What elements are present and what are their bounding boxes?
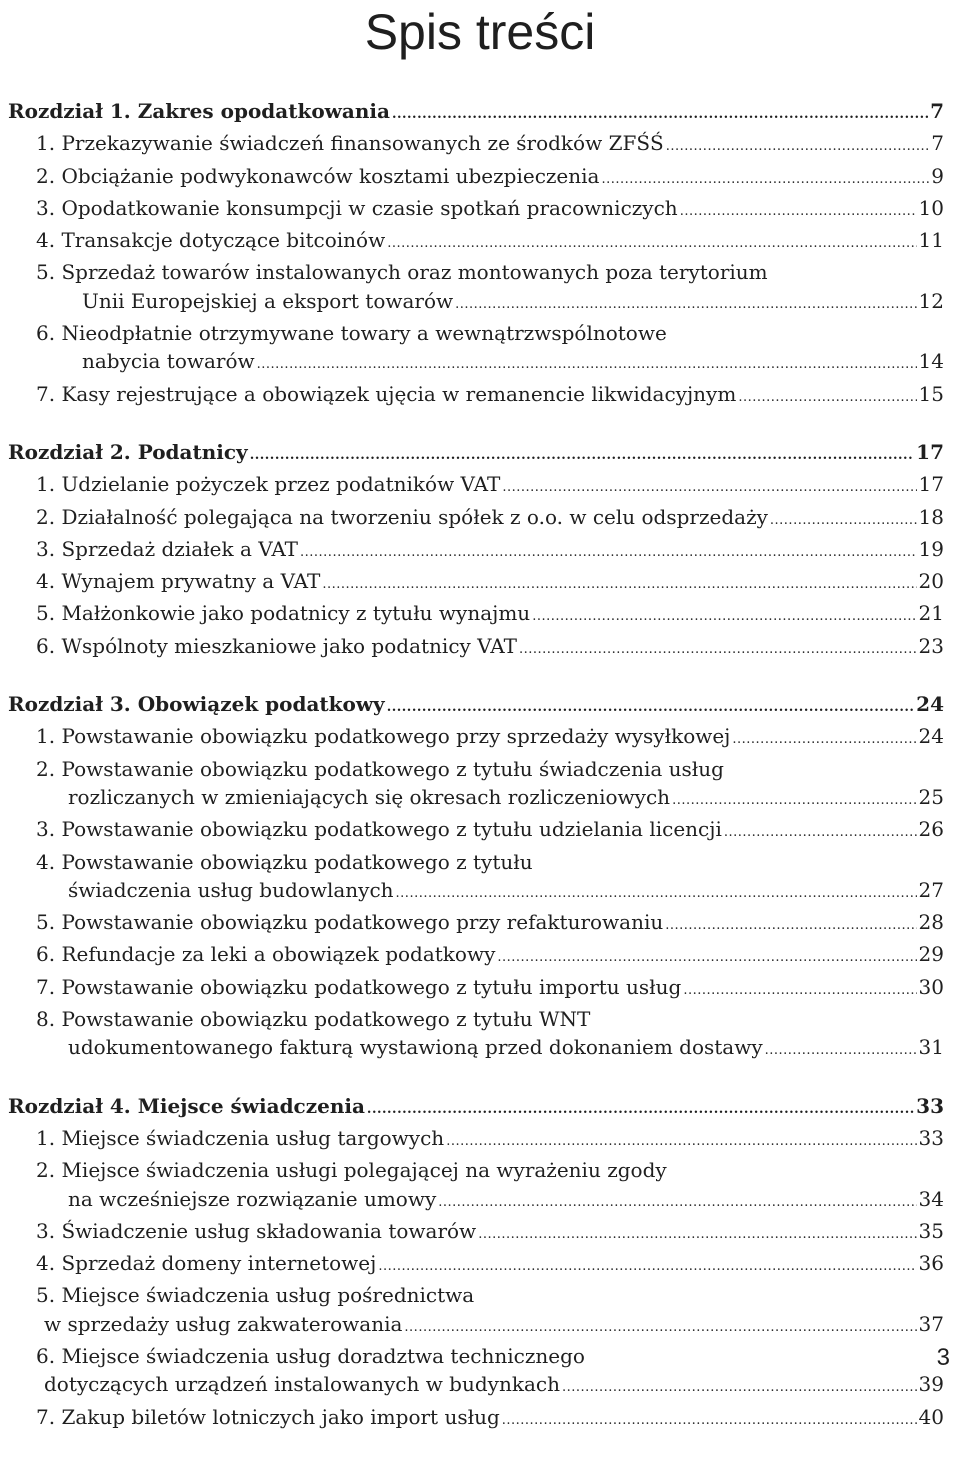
dot-leader (387, 694, 914, 722)
toc-line-page: 23 (918, 633, 944, 658)
toc-line-text: 2. Działalność polegająca na tworzeniu spółek z o.o. w celu odsprzedaży (36, 504, 768, 529)
toc-line-text: na wcześniejsze rozwiązanie umowy (68, 1186, 437, 1211)
toc-line-page: 40 (918, 1404, 944, 1429)
toc-line[interactable] (8, 973, 944, 1005)
toc-line-text: 7. Zakup biletów lotniczych jako import usług (36, 1404, 500, 1429)
chapter-heading-text: Rozdział 1. Zakres opodatkowania (8, 99, 390, 123)
toc-entry (8, 1005, 944, 1066)
toc-line-text: 6. Wspólnoty mieszkaniowe jako podatnicy VAT (36, 633, 517, 658)
toc-line-text: 3. Sprzedaż działek a VAT (36, 536, 299, 561)
toc-line-page: 15 (918, 381, 944, 406)
toc-entry (8, 940, 944, 972)
dot-leader (532, 603, 916, 631)
toc-line[interactable] (8, 226, 944, 258)
toc-line-text: w sprzedaży usług zakwaterowania (44, 1311, 403, 1336)
toc-line[interactable] (8, 503, 944, 535)
dot-leader (404, 1314, 916, 1342)
chapter-block (8, 1092, 944, 1435)
toc-line-text: 4. Transakcje dotyczące bitcoinów (36, 228, 386, 253)
dot-leader (680, 198, 917, 226)
toc-line[interactable] (8, 815, 944, 847)
toc-line[interactable] (8, 1185, 944, 1217)
toc-line[interactable] (8, 470, 944, 502)
toc-line[interactable] (8, 722, 944, 754)
toc-entry (8, 226, 944, 258)
toc-entry-text[interactable]: 5. Miejsce świadczenia usług pośrednictwa (36, 1283, 475, 1308)
toc-line-page: 9 (931, 163, 944, 188)
toc-line-text: 2. Obciążanie podwykonawców kosztami ubezpieczenia (36, 163, 600, 188)
toc-line-text: udokumentowanego fakturą wystawioną przed dokonaniem dostawy (68, 1035, 763, 1060)
dot-leader (497, 944, 916, 972)
toc-line[interactable] (8, 1249, 944, 1281)
toc-entry (8, 470, 944, 502)
toc-line-text: nabycia towarów (82, 349, 255, 374)
toc-line-text: 3. Opodatkowanie konsumpcji w czasie spotkań pracowniczych (36, 195, 678, 220)
toc-line[interactable] (8, 162, 944, 194)
dot-leader (250, 442, 914, 470)
toc-line-text: 5. Powstawanie obowiązku podatkowego przy refakturowaniu (36, 910, 664, 935)
toc-entry (8, 908, 944, 940)
toc-entry (8, 1281, 944, 1342)
toc-line-page: 31 (918, 1035, 944, 1060)
toc-entry (8, 1342, 944, 1403)
toc-line-page: 34 (918, 1186, 944, 1211)
dot-leader (300, 539, 917, 567)
toc-entry-text[interactable]: 5. Sprzedaż towarów instalowanych oraz montowanych poza terytorium (36, 260, 768, 285)
toc-line-text: 4. Sprzedaż domeny internetowej (36, 1251, 377, 1276)
toc-entry (8, 973, 944, 1005)
toc-entry (8, 380, 944, 412)
dot-leader (502, 474, 916, 502)
toc-entry (8, 535, 944, 567)
dot-leader (502, 1407, 917, 1435)
toc-line[interactable] (8, 599, 944, 631)
toc-entry (8, 567, 944, 599)
toc-line[interactable] (8, 908, 944, 940)
toc-entry (8, 319, 944, 380)
dot-leader (724, 819, 917, 847)
chapter-heading-page: 7 (930, 99, 944, 123)
toc-line-text: 1. Miejsce świadczenia usług targowych (36, 1125, 445, 1150)
toc-entry (8, 755, 944, 816)
toc-line-page: 30 (918, 974, 944, 999)
toc-line[interactable] (8, 194, 944, 226)
toc-entry (8, 503, 944, 535)
toc-entry (8, 162, 944, 194)
dot-leader (478, 1221, 916, 1249)
toc-line-page: 14 (918, 349, 944, 374)
chapter-heading-text: Rozdział 4. Miejsce świadczenia (8, 1093, 365, 1118)
toc-line[interactable] (8, 347, 944, 379)
toc-line[interactable] (8, 380, 944, 412)
toc-line-page: 7 (931, 131, 944, 156)
toc-line[interactable] (8, 1217, 944, 1249)
toc-line[interactable] (8, 287, 944, 319)
toc-line-page: 39 (918, 1372, 944, 1397)
toc-line-page: 29 (918, 942, 944, 967)
dot-leader (770, 507, 917, 535)
toc-entry-text[interactable]: 8. Powstawanie obowiązku podatkowego z tytułu WNT (36, 1007, 591, 1032)
toc-entry-text[interactable]: 2. Miejsce świadczenia usługi polegającej na wyrażeniu zgody (36, 1158, 667, 1183)
toc-entry (8, 599, 944, 631)
toc-line-text: 1. Przekazywanie świadczeń finansowanych ze środków ZFŚŚ (36, 131, 664, 156)
toc-entry-text[interactable]: 6. Nieodpłatnie otrzymywane towary a wewnątrzwspólnotowe (36, 321, 667, 346)
toc-line-page: 24 (918, 724, 944, 749)
toc-entry (8, 258, 944, 319)
toc-line[interactable] (8, 1403, 944, 1435)
toc-line[interactable] (8, 1033, 944, 1065)
chapter-heading-page: 33 (916, 1093, 944, 1118)
dot-leader (367, 1096, 914, 1124)
chapter-heading-text: Rozdział 3. Obowiązek podatkowy (8, 692, 385, 717)
dot-leader (378, 1253, 916, 1281)
toc-line-page: 37 (918, 1311, 944, 1336)
toc-line-text: 3. Powstawanie obowiązku podatkowego z tytułu udzielania licencji (36, 817, 722, 842)
dot-leader (446, 1128, 916, 1156)
toc-line[interactable] (8, 1370, 944, 1402)
toc-line-text: 5. Małżonkowie jako podatnicy z tytułu wynajmu (36, 601, 531, 626)
toc-line[interactable] (8, 632, 944, 664)
dot-leader (257, 351, 917, 379)
toc-line-page: 33 (918, 1125, 944, 1150)
toc-line-page: 12 (918, 288, 944, 313)
dot-leader (601, 166, 929, 194)
toc-line[interactable] (8, 783, 944, 815)
toc-entry (8, 848, 944, 909)
dot-leader (562, 1374, 917, 1402)
chapter-heading-page: 17 (916, 439, 944, 464)
toc-line-page: 35 (918, 1218, 944, 1243)
dot-leader (322, 571, 916, 599)
chapter-heading[interactable] (8, 1092, 944, 1124)
toc-line-text: świadczenia usług budowlanych (68, 877, 394, 902)
toc-line[interactable] (8, 876, 944, 908)
dot-leader (387, 230, 916, 258)
toc-entry (8, 1249, 944, 1281)
toc-line-text: 1. Udzielanie pożyczek przez podatników VAT (36, 472, 501, 497)
toc-line-text: rozliczanych w zmieniających się okresach rozliczeniowych (68, 784, 671, 809)
toc-line[interactable] (8, 129, 944, 161)
dot-leader (455, 291, 916, 319)
dot-leader (732, 726, 916, 754)
dot-leader (683, 977, 916, 1005)
toc-entry-text[interactable]: 4. Powstawanie obowiązku podatkowego z tytułu (36, 849, 533, 874)
toc-line[interactable] (8, 1310, 944, 1342)
toc-entry (8, 632, 944, 664)
chapter-block (8, 690, 944, 1066)
toc-entry (8, 1403, 944, 1435)
chapter-heading[interactable] (8, 690, 944, 722)
toc-line-text: Unii Europejskiej a eksport towarów (82, 288, 454, 313)
dot-leader (438, 1189, 916, 1217)
toc-line[interactable] (8, 567, 944, 599)
page-title: Spis treści (364, 4, 596, 60)
toc-entry (8, 1156, 944, 1217)
toc-line[interactable] (8, 940, 944, 972)
toc-line-page: 20 (918, 569, 944, 594)
toc-line-page: 18 (918, 504, 944, 529)
toc-line-page: 28 (918, 910, 944, 935)
toc-line-text: 3. Świadczenie usług składowania towarów (36, 1218, 477, 1243)
chapter-heading[interactable] (8, 97, 944, 129)
toc-entry (8, 1217, 944, 1249)
toc-entry (8, 722, 944, 754)
dot-leader (392, 101, 928, 129)
dot-leader (738, 384, 916, 412)
dot-leader (396, 880, 917, 908)
toc-line-text: 7. Kasy rejestrujące a obowiązek ujęcia w remanencie likwidacyjnym (36, 381, 737, 406)
toc-line-page: 11 (918, 228, 944, 253)
toc-entry (8, 1124, 944, 1156)
toc-line-page: 19 (918, 536, 944, 561)
toc-line[interactable] (8, 1124, 944, 1156)
dot-leader (672, 787, 916, 815)
toc-line-text: 6. Refundacje za leki a obowiązek podatkowy (36, 942, 496, 967)
dot-leader (666, 133, 930, 161)
dot-leader (665, 912, 916, 940)
toc-entry (8, 129, 944, 161)
chapter-heading-page: 24 (916, 692, 944, 717)
chapter-block (8, 438, 944, 664)
toc-line-text: 1. Powstawanie obowiązku podatkowego przy sprzedaży wysyłkowej (36, 724, 731, 749)
toc-line[interactable] (8, 535, 944, 567)
chapter-heading-text: Rozdział 2. Podatnicy (8, 439, 248, 464)
toc-entry (8, 194, 944, 226)
toc-line-page: 26 (918, 817, 944, 842)
toc-line-page: 25 (918, 784, 944, 809)
dot-leader (519, 636, 917, 664)
toc-line-text: 4. Wynajem prywatny a VAT (36, 569, 321, 594)
toc-line-page: 36 (918, 1251, 944, 1276)
toc-line-text: dotyczących urządzeń instalowanych w budynkach (44, 1372, 560, 1397)
toc-line-page: 17 (918, 472, 944, 497)
chapter-heading[interactable] (8, 438, 944, 470)
toc-line-page: 10 (918, 195, 944, 220)
dot-leader (765, 1037, 917, 1065)
toc-entry-text[interactable]: 6. Miejsce świadczenia usług doradztwa technicznego (36, 1343, 585, 1368)
toc-entry-text[interactable]: 2. Powstawanie obowiązku podatkowego z tytułu świadczenia usług (36, 756, 724, 781)
page-number: 3 (936, 1344, 950, 1371)
table-of-contents (8, 97, 944, 1461)
toc-entry (8, 815, 944, 847)
toc-line-page: 21 (918, 601, 944, 626)
toc-line-text: 7. Powstawanie obowiązku podatkowego z tytułu importu usług (36, 974, 682, 999)
chapter-block (8, 97, 944, 412)
toc-line-page: 27 (918, 877, 944, 902)
